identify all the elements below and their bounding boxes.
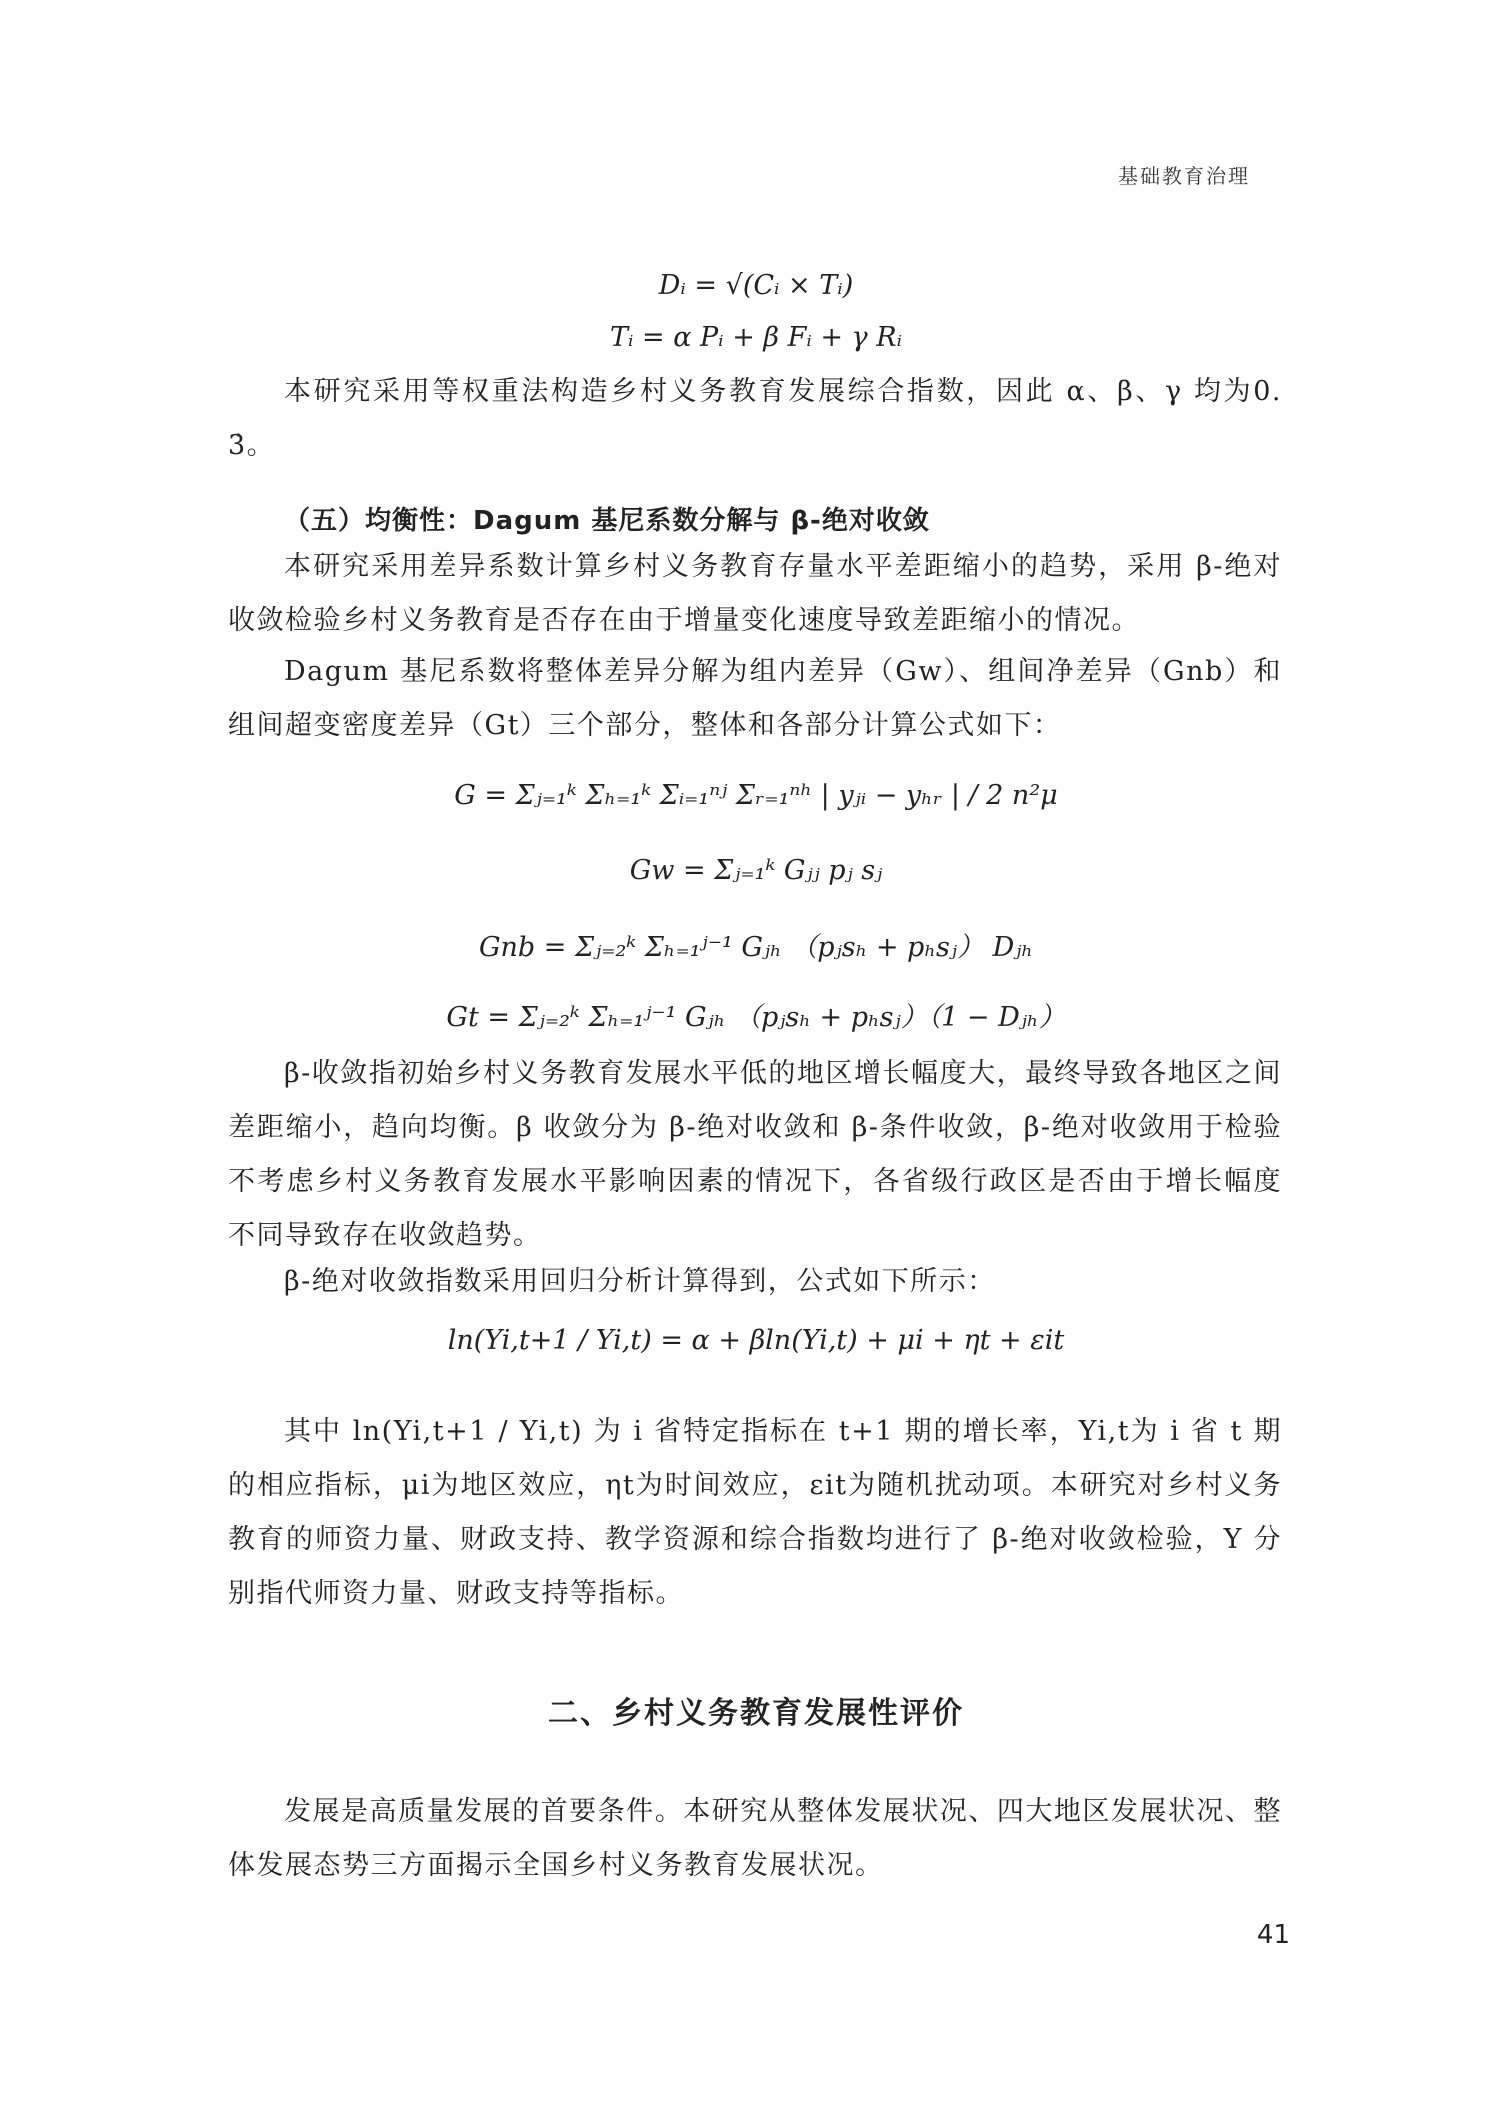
formula-T: Tᵢ = α Pᵢ + β Fᵢ + γ Rᵢ: [609, 322, 903, 353]
formula-G: G = Σⱼ₌₁ᵏ Σₕ₌₁ᵏ Σᵢ₌₁ⁿʲ Σᵣ₌₁ⁿʰ | yⱼᵢ − yₕᵣ | / 2 n²μ: [454, 780, 1058, 811]
paragraph-method: 本研究采用差异系数计算乡村义务教育存量水平差距缩小的趋势，采用 β-绝对收敛检验乡村义务教育是否存在由于增量变化速度导致差距缩小的情况。: [228, 551, 1282, 636]
paragraph-beta-formula-intro: β-绝对收敛指数采用回归分析计算得到，公式如下所示：: [284, 1266, 996, 1297]
formula-beta: ln(Yi,t+1 / Yi,t) = α + βln(Yi,t) + μi + ηt + εit: [447, 1325, 1065, 1356]
page-number: 41: [1256, 1920, 1290, 1950]
subsection-heading: （五）均衡性：Dagum 基尼系数分解与 β-绝对收敛: [284, 506, 930, 536]
formula-Gw: Gw = Σⱼ₌₁ᵏ Gⱼⱼ pⱼ sⱼ: [629, 855, 883, 886]
paragraph-variables: 其中 ln(Yi,t+1 / Yi,t) 为 i 省特定指标在 t+1 期的增长率，Yi,t为 i 省 t 期的相应指标，μi为地区效应，ηt为时间效应，εit为随机扰动项。本研究对乡村义务教育的师资力量、财政支持、教学资源和综合指数均进行了 β-绝对收敛检验，Y 分别指代师资力量、财政支持等指标。: [228, 1416, 1282, 1609]
formula-D: Dᵢ = √(Cᵢ × Tᵢ): [658, 270, 854, 301]
formula-Gnb: Gnb = Σⱼ₌₂ᵏ Σₕ₌₁ʲ⁻¹ Gⱼₕ （pⱼsₕ + pₕsⱼ） Dⱼₕ: [478, 932, 1034, 963]
paragraph-weights: 本研究采用等权重法构造乡村义务教育发展综合指数，因此 α、β、γ 均为0. 3̇。: [228, 376, 1282, 461]
paragraph-dagum: Dagum 基尼系数将整体差异分解为组内差异（Gw）、组间净差异（Gnb）和组间超变密度差异（Gt）三个部分，整体和各部分计算公式如下：: [228, 656, 1282, 741]
formula-Gt: Gt = Σⱼ₌₂ᵏ Σₕ₌₁ʲ⁻¹ Gⱼₕ （pⱼsₕ + pₕsⱼ）（1 − Dⱼₕ）: [446, 1002, 1066, 1033]
section-heading: 二、乡村义务教育发展性评价: [548, 1696, 964, 1731]
paragraph-beta-definition: β-收敛指初始乡村义务教育发展水平低的地区增长幅度大，最终导致各地区之间差距缩小，趋向均衡。β 收敛分为 β-绝对收敛和 β-条件收敛，β-绝对收敛用于检验不考虑乡村义务教育发展水平影响因素的情况下，各省级行政区是否由于增长幅度不同导致存在收敛趋势。: [228, 1058, 1282, 1251]
running-header: 基础教育治理: [1118, 164, 1250, 188]
paragraph-development: 发展是高质量发展的首要条件。本研究从整体发展状况、四大地区发展状况、整体发展态势三方面揭示全国乡村义务教育发展状况。: [228, 1796, 1282, 1881]
